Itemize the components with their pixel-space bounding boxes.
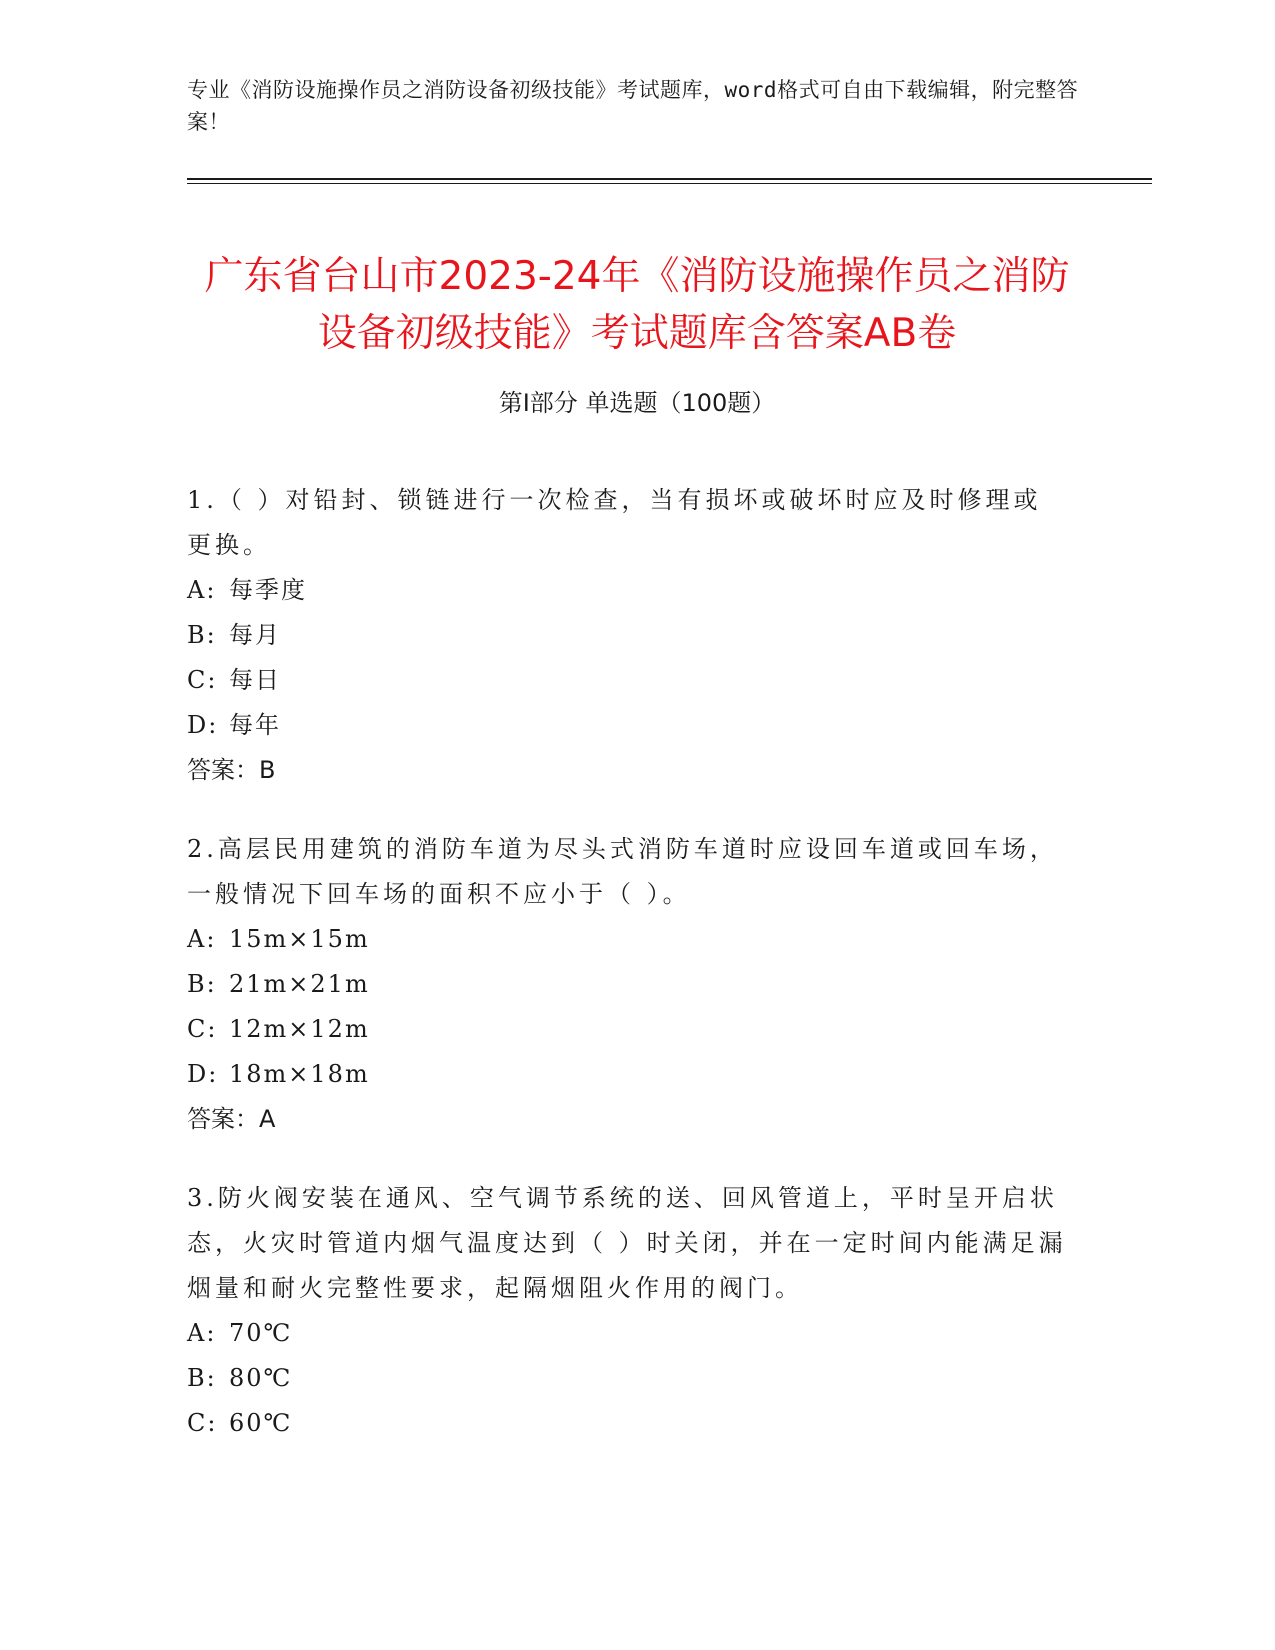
option-b: [187, 962, 1067, 1007]
option-letter: B:: [187, 970, 217, 998]
option-letter: C:: [187, 666, 218, 694]
option-letter: C:: [187, 1409, 218, 1437]
answer-label: 答案：: [187, 1105, 259, 1133]
option-text: 每月: [229, 621, 281, 649]
option-d: [187, 1052, 1067, 1097]
section-title: 第Ⅰ部分 单选题（100题）: [498, 389, 776, 417]
option-letter: A:: [187, 1319, 217, 1347]
question-1: [187, 478, 1067, 793]
question-2: [187, 827, 1067, 1142]
answer-value: B: [259, 756, 276, 784]
option-b: [187, 613, 1067, 658]
answer-line: [187, 1097, 1067, 1142]
question-stem: 1.（ ）对铅封、锁链进行一次检查，当有损坏或破坏时应及时修理或更换。: [187, 486, 1042, 559]
option-a: [187, 1311, 1067, 1356]
header-divider-thin: [187, 183, 1152, 184]
option-c: [187, 658, 1067, 703]
option-text: 80℃: [229, 1364, 293, 1392]
option-text: 15m×15m: [229, 925, 370, 953]
header-note: 专业《消防设施操作员之消防设备初级技能》考试题库，word格式可自由下载编辑，附完整答案！: [187, 78, 1079, 134]
question-stem: 2.高层民用建筑的消防车道为尽头式消防车道时应设回车道或回车场，一般情况下回车场的面积不应小于（ ）。: [187, 835, 1058, 908]
option-a: [187, 917, 1067, 962]
option-letter: A:: [187, 925, 217, 953]
option-d: [187, 703, 1067, 748]
answer-label: 答案：: [187, 756, 259, 784]
option-letter: D:: [187, 1060, 219, 1088]
option-c: [187, 1007, 1067, 1052]
option-letter: B:: [187, 1364, 217, 1392]
option-text: 12m×12m: [229, 1015, 370, 1043]
option-letter: A:: [187, 576, 217, 604]
answer-line: [187, 748, 1067, 793]
option-letter: D:: [187, 711, 219, 739]
header-divider-thick: [187, 178, 1152, 180]
option-text: 每季度: [229, 576, 307, 604]
option-c: [187, 1401, 1067, 1446]
option-text: 21m×21m: [229, 970, 370, 998]
question-3: [187, 1176, 1067, 1446]
option-a: [187, 568, 1067, 613]
option-letter: B:: [187, 621, 217, 649]
option-text: 60℃: [229, 1409, 293, 1437]
option-text: 18m×18m: [229, 1060, 370, 1088]
question-stem: 3.防火阀安装在通风、空气调节系统的送、回风管道上，平时呈开启状态，火灾时管道内烟气温度达到（ ）时关闭，并在一定时间内能满足漏烟量和耐火完整性要求，起隔烟阻火作用的阀门。: [187, 1184, 1067, 1302]
option-letter: C:: [187, 1015, 218, 1043]
option-text: 每日: [229, 666, 281, 694]
answer-value: A: [259, 1105, 276, 1133]
document-title: 广东省台山市2023-24年《消防设施操作员之消防设备初级技能》考试题库含答案AB卷: [204, 254, 1070, 357]
option-text: 每年: [229, 711, 281, 739]
question-list: [187, 478, 1067, 1480]
option-b: [187, 1356, 1067, 1401]
option-text: 70℃: [229, 1319, 293, 1347]
